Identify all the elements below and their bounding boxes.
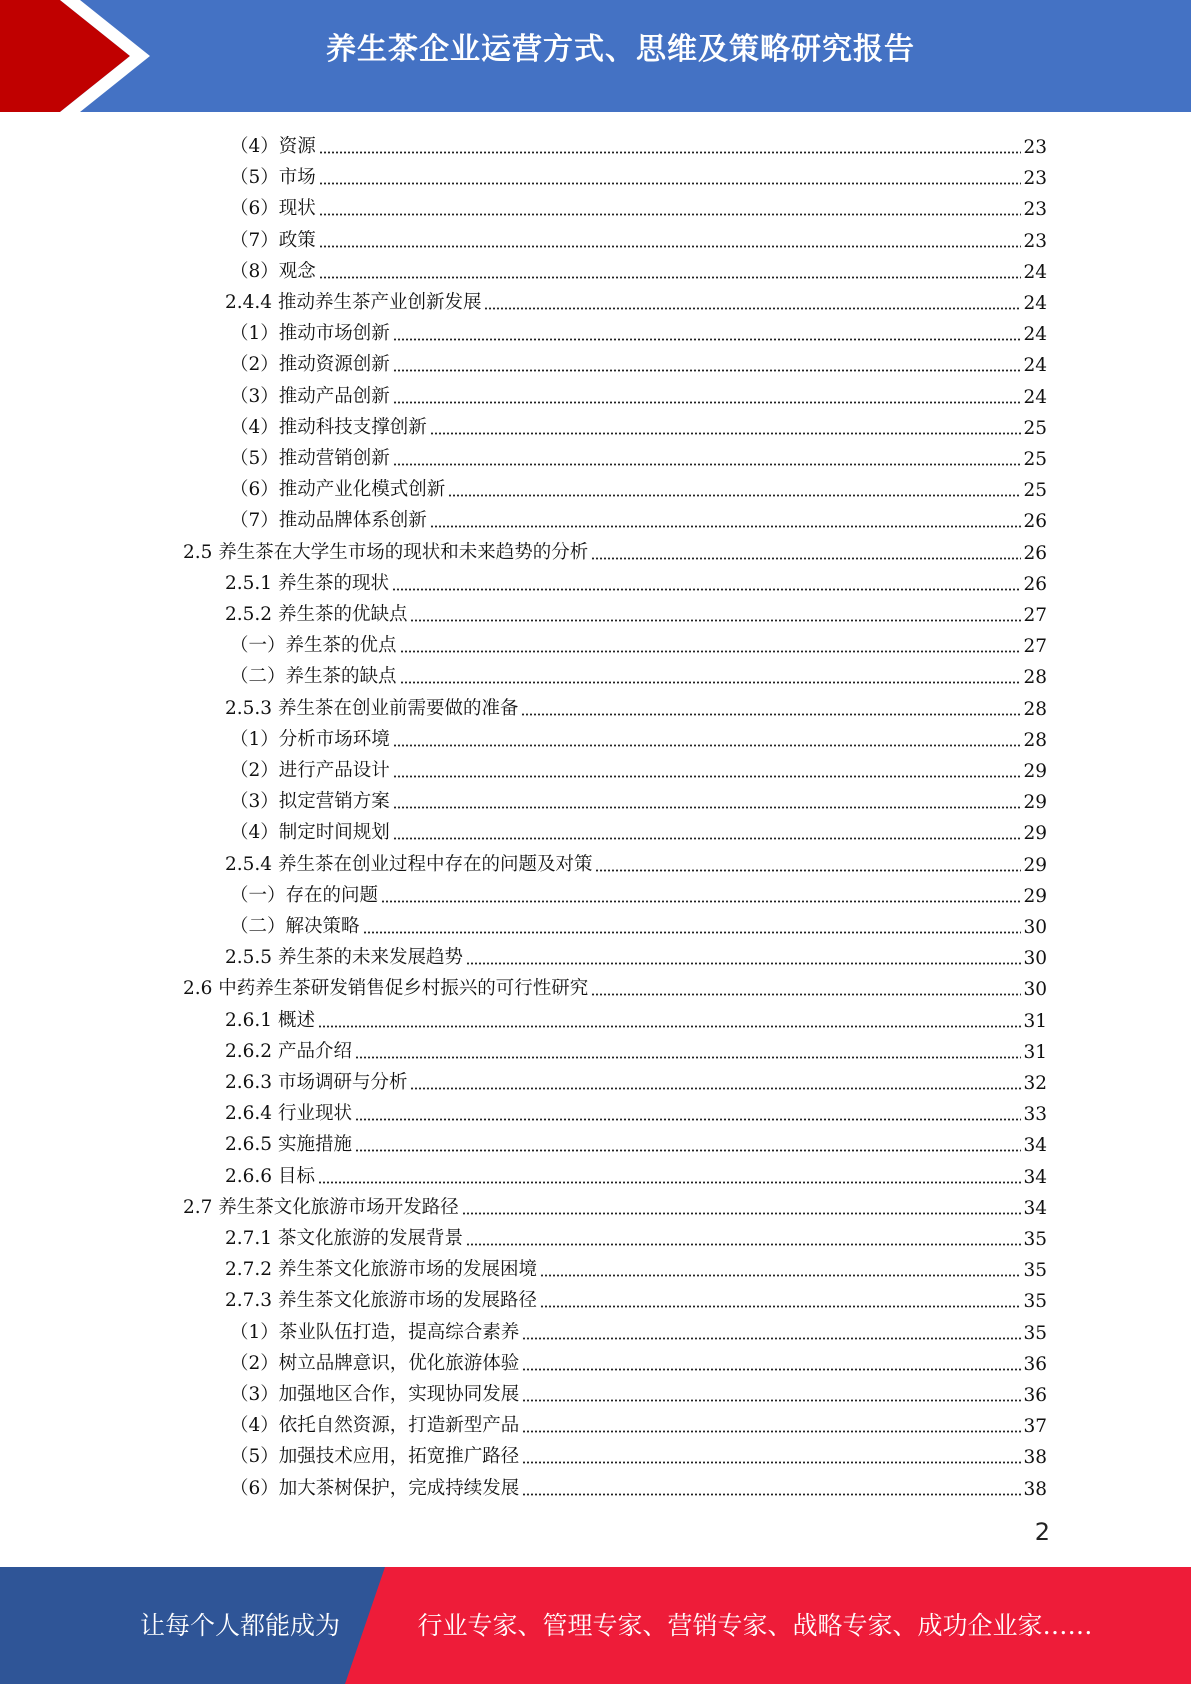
toc-entry-title: （1）分析市场环境 [230,728,390,750]
toc-entry[interactable] [230,501,1047,532]
toc-dot-leader [400,662,1022,684]
toc-entry[interactable] [225,1157,1047,1188]
toc-entry[interactable] [225,845,1047,876]
toc-dot-leader [393,818,1022,840]
toc-entry[interactable] [230,189,1047,220]
toc-entry[interactable] [230,127,1047,158]
toc-entry-title: （5）加强技术应用，拓宽推广路径 [230,1446,520,1468]
toc-entry[interactable] [230,782,1047,813]
toc-entry[interactable] [225,283,1047,314]
toc-dot-leader [410,1068,1021,1090]
toc-entry-page: 25 [1023,449,1047,470]
toc-entry-page: 28 [1023,698,1047,720]
toc-entry[interactable] [230,1375,1047,1406]
toc-entry-page: 23 [1023,230,1047,252]
toc-dot-leader [430,413,1022,435]
toc-entry[interactable] [230,876,1047,907]
toc-entry-title: （二）养生茶的缺点 [230,666,397,688]
toc-entry[interactable] [225,595,1047,626]
toc-entry-page: 26 [1023,573,1047,595]
toc-entry[interactable] [225,938,1047,969]
toc-dot-leader [400,631,1022,653]
toc-dot-leader [319,132,1022,154]
page-number: 2 [1034,1518,1050,1546]
toc-entry-title: （2）进行产品设计 [230,760,390,781]
toc-entry-page: 30 [1023,917,1047,938]
toc-entry-title: 2.5 养生茶在大学生市场的现状和未来趋势的分析 [183,541,589,563]
toc-entry-title: （1）推动市场创新 [230,323,390,345]
toc-entry-page: 23 [1023,199,1047,221]
toc-entry-title: （4）推动科技支撑创新 [230,416,427,438]
toc-entry[interactable] [230,1344,1047,1375]
toc-dot-leader [521,694,1021,716]
toc-entry-title: 2.6.2 产品介绍 [225,1040,352,1062]
toc-entry[interactable] [230,158,1047,189]
toc-dot-leader [466,1224,1021,1246]
toc-entry-title: （一）存在的问题 [230,884,379,906]
toc-entry-page: 32 [1023,1073,1047,1094]
toc-entry-title: 2.7 养生茶文化旅游市场开发路径 [183,1196,459,1218]
toc-entry[interactable] [230,720,1047,751]
toc-entry[interactable] [230,470,1047,501]
toc-entry-page: 29 [1023,792,1047,814]
footer-slogan-right: 行业专家、管理专家、营销专家、战略专家、成功企业家…… [417,1611,1093,1640]
toc-dot-leader [540,1255,1021,1277]
toc-dot-leader [522,1349,1021,1371]
toc-dot-leader [393,787,1022,809]
toc-entry[interactable] [230,1406,1047,1437]
toc-entry[interactable] [183,1188,1047,1219]
toc-entry-title: （一）养生茶的优点 [230,635,397,657]
toc-entry[interactable] [230,314,1047,345]
toc-entry-page: 26 [1023,511,1047,533]
toc-entry[interactable] [230,345,1047,376]
toc-entry-title: （2）推动资源创新 [230,354,390,376]
toc-entry[interactable] [230,813,1047,844]
toc-entry-page: 24 [1023,261,1047,283]
toc-entry-page: 24 [1023,324,1047,346]
toc-entry-title: （5）市场 [230,167,316,189]
toc-entry-title: （4）依托自然资源，打造新型产品 [230,1415,520,1437]
toc-entry[interactable] [183,533,1047,564]
toc-entry-page: 24 [1023,355,1047,377]
toc-entry-page: 28 [1023,729,1047,751]
toc-entry[interactable] [230,751,1047,782]
toc-entry-page: 34 [1023,1197,1047,1219]
toc-entry[interactable] [230,221,1047,252]
toc-dot-leader [393,382,1022,404]
toc-dot-leader [393,756,1022,778]
toc-entry-title: （7）推动品牌体系创新 [230,510,427,532]
toc-entry-page: 29 [1023,761,1047,782]
toc-entry-page: 26 [1023,542,1047,564]
report-title: 养生茶企业运营方式、思维及策略研究报告 [326,32,915,67]
chevron-arrow-icon [0,0,160,112]
toc-entry-title: 2.4.4 推动养生茶产业创新发展 [225,292,482,313]
toc-entry-page: 29 [1023,885,1047,907]
toc-entry[interactable] [225,1001,1047,1032]
toc-entry-page: 28 [1023,667,1047,689]
toc-entry-page: 35 [1023,1260,1047,1282]
toc-entry-title: （二）解决策略 [230,916,360,937]
toc-dot-leader [540,1286,1021,1308]
toc-dot-leader [462,1193,1022,1215]
toc-entry-page: 35 [1023,1291,1047,1313]
toc-dot-leader [448,475,1021,497]
page-header [0,0,1191,112]
toc-dot-leader [522,1318,1021,1340]
toc-dot-leader [466,943,1021,965]
toc-dot-leader [319,226,1022,248]
toc-entry-title: 2.7.2 养生茶文化旅游市场的发展困境 [225,1259,537,1281]
toc-entry[interactable] [225,1063,1047,1094]
toc-entry-page: 34 [1023,1166,1047,1188]
toc-entry-page: 30 [1023,979,1047,1001]
toc-entry-title: （8）观念 [230,260,316,282]
toc-dot-leader [318,1006,1022,1028]
toc-entry-title: （4）资源 [230,136,316,157]
toc-dot-leader [355,1130,1022,1152]
toc-entry[interactable] [230,252,1047,283]
toc-entry-page: 23 [1023,137,1047,158]
toc-entry[interactable] [230,439,1047,470]
toc-dot-leader [319,163,1022,185]
toc-dot-leader [595,850,1021,872]
toc-dot-leader [393,725,1022,747]
toc-entry-page: 25 [1023,480,1047,502]
toc-entry[interactable] [225,1219,1047,1250]
footer-slogan-left: 让每个人都能成为 [139,1611,340,1640]
toc-dot-leader [393,319,1022,341]
toc-entry-title: 2.6.3 市场调研与分析 [225,1072,408,1093]
toc-entry-title: （3）推动产品创新 [230,385,390,407]
toc-dot-leader [591,974,1021,996]
toc-entry-page: 37 [1023,1416,1047,1438]
toc-entry-title: 2.5.4 养生茶在创业过程中存在的问题及对策 [225,853,593,875]
toc-entry[interactable] [225,689,1047,720]
toc-entry[interactable] [230,377,1047,408]
toc-entry[interactable] [230,626,1047,657]
toc-entry-page: 36 [1023,1385,1047,1406]
toc-entry-title: 2.5.2 养生茶的优缺点 [225,604,408,625]
toc-entry-title: （1）茶业队伍打造，提高综合素养 [230,1321,520,1343]
toc-entry-title: 2.7.3 养生茶文化旅游市场的发展路径 [225,1290,537,1312]
toc-entry-page: 31 [1023,1010,1047,1032]
toc-entry[interactable] [225,1032,1047,1063]
toc-entry-page: 35 [1023,1322,1047,1344]
toc-dot-leader [522,1380,1021,1402]
toc-dot-leader [319,257,1022,279]
toc-entry-page: 27 [1023,636,1047,658]
toc-entry-title: 2.5.3 养生茶在创业前需要做的准备 [225,697,519,719]
toc-entry-title: 2.6.1 概述 [225,1009,315,1031]
toc-dot-leader [522,1442,1021,1464]
toc-entry[interactable] [230,1437,1047,1468]
toc-entry-page: 24 [1023,386,1047,408]
toc-entry-page: 27 [1023,605,1047,626]
toc-entry-title: （7）政策 [230,229,316,251]
toc-dot-leader [484,288,1021,310]
toc-entry[interactable] [225,1125,1047,1156]
toc-entry-page: 36 [1023,1353,1047,1375]
toc-dot-leader [319,194,1022,216]
toc-entry[interactable] [183,969,1047,1000]
toc-entry-title: 2.6.6 目标 [225,1165,315,1187]
toc-dot-leader [522,1411,1021,1433]
toc-dot-leader [355,1099,1022,1121]
toc-entry-title: 2.7.1 茶文化旅游的发展背景 [225,1228,463,1249]
toc-entry-page: 31 [1023,1041,1047,1063]
toc-entry-title: （6）现状 [230,198,316,220]
toc-entry[interactable] [230,657,1047,688]
toc-entry-page: 33 [1023,1104,1047,1126]
toc-entry-page: 29 [1023,823,1047,845]
toc-entry-title: 2.6.4 行业现状 [225,1103,352,1125]
toc-entry-title: 2.5.5 养生茶的未来发展趋势 [225,947,463,969]
toc-entry-title: （3）加强地区合作，实现协同发展 [230,1384,520,1405]
toc-entry-title: 2.6 中药养生茶研发销售促乡村振兴的可行性研究 [183,978,589,1000]
toc-entry[interactable] [225,564,1047,595]
toc-entry-page: 29 [1023,854,1047,876]
page-footer [0,1567,1191,1684]
toc-entry-page: 23 [1023,168,1047,190]
toc-dot-leader [363,912,1022,934]
toc-entry-page: 34 [1023,1135,1047,1157]
toc-entry-title: （6）加大茶树保护，完成持续发展 [230,1477,520,1499]
toc-entry-title: 2.5.1 养生茶的现状 [225,572,389,594]
toc-entry-title: 2.6.5 实施措施 [225,1134,352,1156]
toc-entry-title: （4）制定时间规划 [230,822,390,844]
toc-dot-leader [393,444,1022,466]
toc-entry[interactable] [230,1469,1047,1500]
toc-dot-leader [355,1037,1022,1059]
toc-entry-title: （2）树立品牌意识，优化旅游体验 [230,1352,520,1374]
toc-entry[interactable] [225,1094,1047,1125]
toc-entry-title: （5）推动营销创新 [230,448,390,469]
toc-dot-leader [392,569,1021,591]
toc-dot-leader [410,600,1021,622]
toc-entry-page: 24 [1023,293,1047,314]
toc-entry-page: 38 [1023,1478,1047,1500]
toc-entry-title: （3）拟定营销方案 [230,791,390,813]
toc-dot-leader [430,506,1022,528]
toc-entry[interactable] [230,408,1047,439]
toc-entry[interactable] [230,1313,1047,1344]
toc-entry[interactable] [225,1281,1047,1312]
toc-dot-leader [522,1474,1021,1496]
toc-dot-leader [393,350,1022,372]
toc-dot-leader [591,538,1021,560]
toc-dot-leader [318,1162,1022,1184]
toc-entry-page: 25 [1023,417,1047,439]
toc-dot-leader [381,881,1021,903]
toc-entry-title: （6）推动产业化模式创新 [230,479,446,501]
toc-entry-page: 30 [1023,948,1047,970]
toc-entry[interactable] [225,1250,1047,1281]
toc-entry-page: 35 [1023,1229,1047,1250]
toc-entry-page: 38 [1023,1447,1047,1469]
toc-entry[interactable] [230,907,1047,938]
